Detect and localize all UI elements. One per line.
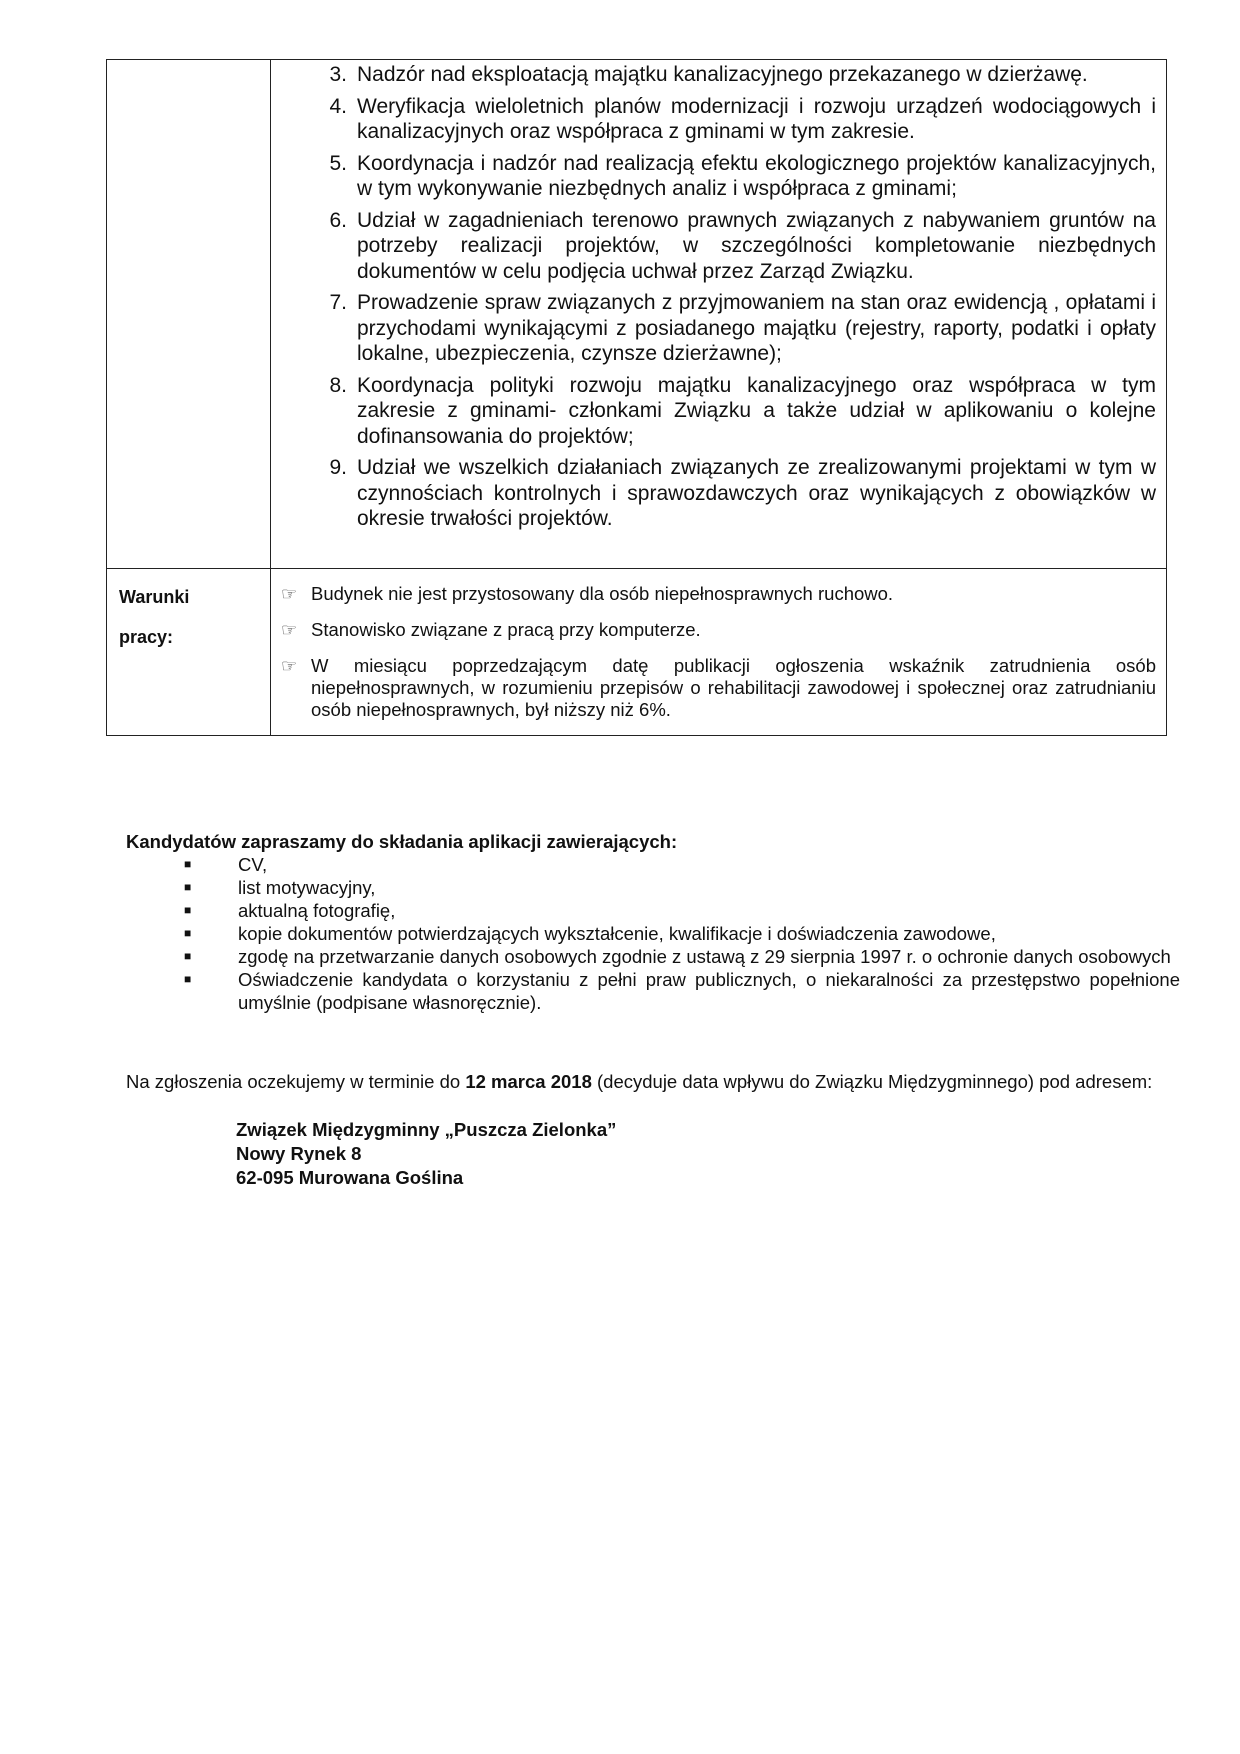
item-number: 7. — [329, 291, 347, 314]
list-item — [126, 876, 1180, 899]
list-item — [126, 968, 1180, 1014]
duties-list — [271, 60, 1166, 568]
address-line2: Nowy Rynek 8 — [236, 1143, 362, 1164]
item-text: Koordynacja polityki rozwoju majątku kanalizacyjnego oraz współpraca w tym zakresie z gminami- członkami Związku a także udział w aplikowaniu o kolejne dofinansowania do projektów; — [357, 373, 1156, 448]
square-bullet-icon: ■ — [184, 903, 192, 917]
list-item — [126, 945, 1180, 968]
list-item — [271, 455, 1156, 532]
address-line1: Związek Międzygminny „Puszcza Zielonka” — [236, 1119, 617, 1140]
condition-text: Stanowisko związane z pracą przy komputerze. — [311, 618, 701, 640]
item-text: Nadzór nad eksploatacją majątku kanalizacyjnego przekazanego w dzierżawę. — [357, 63, 1088, 86]
conditions-list — [271, 569, 1166, 735]
pointing-hand-icon: ☞ — [281, 619, 298, 640]
list-item — [126, 853, 1180, 876]
item-number: 3. — [329, 63, 347, 86]
item-number: 5. — [329, 151, 347, 175]
postal-address — [236, 1118, 616, 1190]
deadline-text-after: (decyduje data wpływu do Związku Międzygminnego) pod adresem: — [591, 1071, 1153, 1092]
list-item — [271, 208, 1156, 285]
duties-label-cell — [107, 60, 271, 569]
conditions-row — [107, 568, 1167, 735]
address-line3: 62-095 Murowana Goślina — [236, 1167, 464, 1188]
deadline-date: 12 marca 2018 — [465, 1071, 592, 1092]
application-documents-list — [126, 853, 1180, 1014]
list-item — [271, 62, 1156, 88]
pointing-hand-icon: ☞ — [281, 655, 298, 676]
item-text: Koordynacja i nadzór nad realizacją efektu ekologicznego projektów kanalizacyjnych, w tym wykonywanie niezbędnych analiz i współpraca z gminami; — [357, 151, 1156, 200]
document-text: kopie dokumentów potwierdzających wykształcenie, kwalifikacje i doświadczenia zawodowe, — [238, 923, 996, 944]
list-item — [271, 151, 1156, 202]
list-item — [271, 290, 1156, 367]
document-text: zgodę na przetwarzanie danych osobowych zgodnie z ustawą z 29 sierpnia 1997 r. o ochronie danych osobowych — [238, 946, 1171, 967]
item-number: 9. — [329, 456, 347, 479]
item-number: 4. — [329, 94, 347, 118]
condition-text: Budynek nie jest przystosowany dla osób niepełnosprawnych ruchowo. — [311, 582, 894, 604]
item-text: Prowadzenie spraw związanych z przyjmowaniem na stan oraz ewidencją , opłatami i przychodami wynikającymi z posiadanego majątku (rejestry, raporty, podatki i opłaty lokalne, ubezpieczenia, czynsze dzierżawne); — [357, 291, 1156, 365]
square-bullet-icon: ■ — [184, 972, 192, 986]
list-item — [126, 899, 1180, 922]
duties-row — [107, 60, 1167, 569]
condition-text: W miesiącu poprzedzającym datę publikacji ogłoszenia wskaźnik zatrudnienia osób niepełnosprawnych, w rozumieniu przepisów o rehabilitacji zawodowej i społecznej oraz zatrudnianiu osób niepełnosprawnych, był niższy niż 6%. — [311, 654, 1156, 720]
document-text: CV, — [238, 854, 268, 875]
item-text: Udział w zagadnieniach terenowo prawnych związanych z nabywaniem gruntów na potrzeby realizacji projektów, w szczególności kompletowanie niezbędnych dokumentów w celu podjęcia uchwał przez Zarząd Związku. — [357, 208, 1156, 283]
deadline-paragraph — [126, 1070, 1180, 1093]
square-bullet-icon: ■ — [184, 949, 192, 963]
conditions-cell — [271, 568, 1167, 735]
list-item — [281, 619, 1156, 641]
conditions-label-line2: pracy: — [119, 626, 174, 647]
document-text: aktualną fotografię, — [238, 900, 396, 921]
deadline-text-before: Na zgłoszenia oczekujemy w terminie do — [126, 1071, 466, 1092]
item-text: Udział we wszelkich działaniach związanych ze zrealizowanymi projektami w tym w czynnościach kontrolnych i sprawozdawczych oraz wynikających z obowiązków w okresie trwałości projektów. — [357, 456, 1156, 530]
square-bullet-icon: ■ — [184, 926, 192, 940]
list-item — [271, 373, 1156, 450]
duties-cell — [271, 60, 1167, 569]
conditions-label-cell — [107, 568, 271, 735]
list-item — [126, 922, 1180, 945]
square-bullet-icon: ■ — [184, 880, 192, 894]
item-text: Weryfikacja wieloletnich planów modernizacji i rozwoju urządzeń wodociągowych i kanalizacyjnych oraz współpraca z gminami w tym zakresie. — [357, 94, 1156, 143]
list-item — [281, 655, 1156, 721]
pointing-hand-icon: ☞ — [281, 583, 298, 604]
document-text: list motywacyjny, — [238, 877, 376, 898]
list-item — [271, 94, 1156, 145]
item-number: 6. — [329, 208, 347, 232]
item-number: 8. — [329, 373, 347, 397]
conditions-label-line1: Warunki — [119, 586, 190, 607]
application-title: Kandydatów zapraszamy do składania aplikacji zawierających: — [126, 831, 678, 852]
square-bullet-icon: ■ — [184, 857, 192, 871]
document-text: Oświadczenie kandydata o korzystaniu z pełni praw publicznych, o niekaralności za przestępstwo popełnione umyślnie (podpisane własnoręcznie). — [238, 969, 1180, 1013]
list-item — [281, 583, 1156, 605]
job-details-table — [106, 59, 1167, 736]
